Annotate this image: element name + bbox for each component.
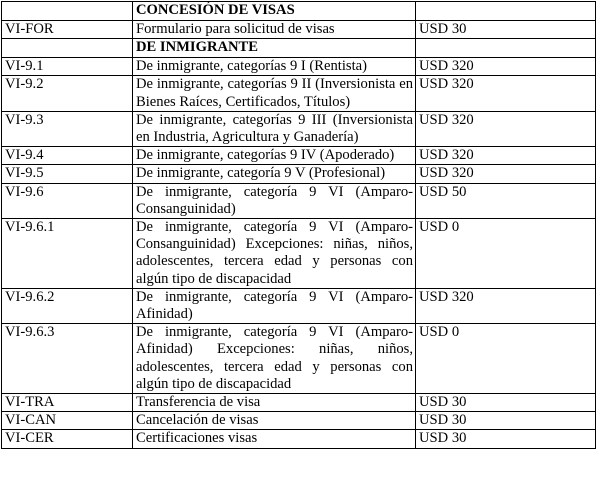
fee-description: De inmigrante, categorías 9 III (Inversionista en Industria, Agricultura y Ganadería) [133,111,416,146]
table-row [2,183,596,218]
table-row [2,288,596,323]
fee-price: USD 320 [416,58,596,76]
fee-description: De inmigrante, categoría 9 VI (Amparo-Consanguinidad) Excepciones: niñas, niños, adolescentes, tercera edad y personas con algún tipo de discapacidad [133,219,416,289]
fee-price: USD 320 [416,76,596,111]
fee-price: USD 30 [416,21,596,39]
table-cell-empty [416,2,596,21]
fee-code: VI-9.5 [2,165,133,183]
fee-price: USD 320 [416,165,596,183]
fee-price: USD 320 [416,147,596,165]
fee-code: VI-CAN [2,412,133,430]
table-row [2,324,596,394]
table-row [2,165,596,183]
fee-code: VI-9.6.2 [2,288,133,323]
table-row [2,219,596,289]
fee-code: VI-TRA [2,394,133,412]
fee-price: USD 50 [416,183,596,218]
fee-description: De inmigrante, categoría 9 VI (Amparo-Consanguinidad) [133,183,416,218]
fee-code: VI-9.6.1 [2,219,133,289]
fee-code: VI-9.3 [2,111,133,146]
table-row [2,394,596,412]
fee-description: De inmigrante, categorías 9 IV (Apoderado) [133,147,416,165]
table-row [2,111,596,146]
table-row [2,21,596,39]
fee-description: De inmigrante, categoría 9 VI (Amparo-Afinidad) [133,288,416,323]
fee-code: VI-CER [2,430,133,448]
visa-fees-table [1,1,596,449]
fee-price: USD 30 [416,412,596,430]
section-header-row [2,2,596,21]
section-title: DE INMIGRANTE [133,39,416,58]
fee-description: Certificaciones visas [133,430,416,448]
fee-description: De inmigrante, categorías 9 I (Rentista) [133,58,416,76]
fee-code: VI-9.6 [2,183,133,218]
fee-price: USD 320 [416,288,596,323]
fee-code: VI-FOR [2,21,133,39]
fee-description: Cancelación de visas [133,412,416,430]
fee-price: USD 320 [416,111,596,146]
section-header-row [2,39,596,58]
fee-description: De inmigrante, categoría 9 VI (Amparo-Afinidad) Excepciones: niñas, niños, adolescentes, tercera edad y personas con algún tipo de discapacidad [133,324,416,394]
fee-price: USD 0 [416,219,596,289]
fee-code: VI-9.6.3 [2,324,133,394]
table-row [2,76,596,111]
table-row [2,147,596,165]
section-title: CONCESIÓN DE VISAS [133,2,416,21]
fee-description: Transferencia de visa [133,394,416,412]
table-row [2,430,596,448]
fee-price: USD 30 [416,430,596,448]
fee-code: VI-9.1 [2,58,133,76]
fee-price: USD 0 [416,324,596,394]
fee-description: De inmigrante, categorías 9 II (Inversionista en Bienes Raíces, Certificados, Títulos) [133,76,416,111]
fee-price: USD 30 [416,394,596,412]
table-cell-empty [2,39,133,58]
fee-description: De inmigrante, categoría 9 V (Profesional) [133,165,416,183]
table-row [2,58,596,76]
fee-code: VI-9.2 [2,76,133,111]
fee-code: VI-9.4 [2,147,133,165]
table-cell-empty [416,39,596,58]
fee-description: Formulario para solicitud de visas [133,21,416,39]
table-row [2,412,596,430]
table-cell-empty [2,2,133,21]
